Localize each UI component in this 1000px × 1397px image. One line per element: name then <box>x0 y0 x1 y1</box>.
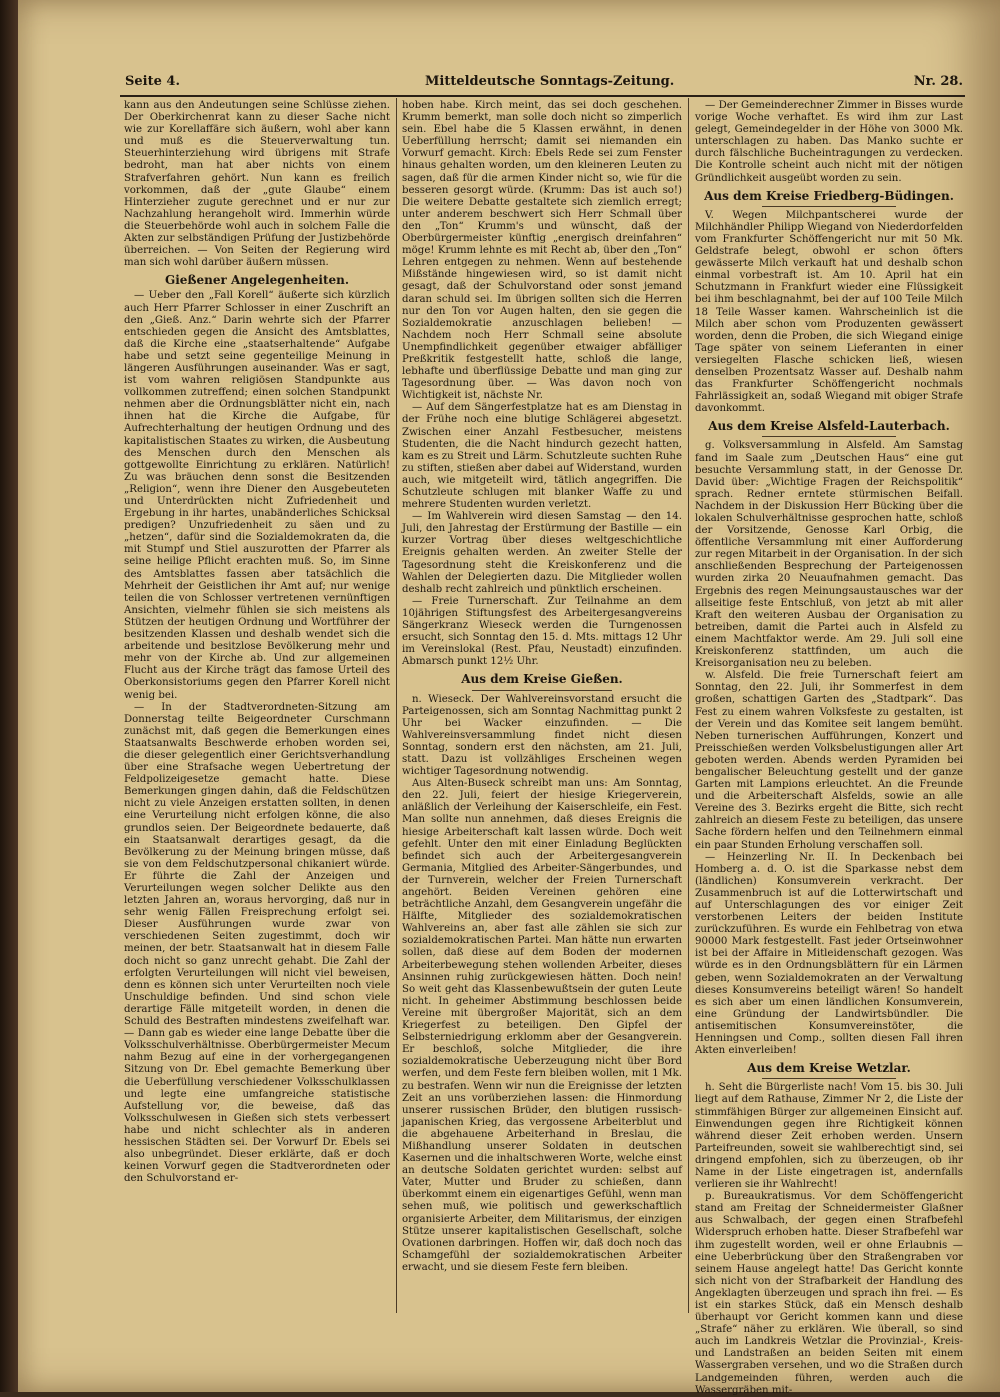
article-paragraph: hoben habe. Kirch meint, das sei doch geschehen. Krumm bemerkt, man solle doch nicht so zimperlich sein. Ebel habe die 5 Klassen erwähnt, in denen Ueberfüllung herrscht; damit sei niemanden ein Vorwurf gemacht. Kirch: Ebels Rede sei zum Fenster hinaus gehalten worden, um den kleineren Leuten zu sagen, daß für die armen Kinder nicht so, wie für die besseren gesorgt würde. (Krumm: Das ist auch so!) Die weitere Debatte gestaltete sich ziemlich erregt; unter anderem beschwert sich Herr Schmall über den „Ton“ Krumm's und wünscht, daß der Oberbürgermeister künftig „energisch dreinfahren“ möge! Krumm lehnte es mit Recht ab, über den „Ton“ Lehren entgegen zu nehmen. Wenn auf bestehende Mißstände hingewiesen wird, so ist damit nicht gesagt, daß der Schulvorstand oder sonst jemand daran schuld sei. Im übrigen sollten sich die Herren nur den Ton vor Augen halten, den sie gegen die Sozialdemokratie anzuschlagen belieben! — Nachdem noch Herr Schmall seine absolute Unempfindlichkeit gegenüber etwaiger abfälliger Preßkritik festgestellt hatte, schloß die lange, lebhafte und überflüssige Debatte und man ging zur Tagesordnung über. — Was davon noch von Wichtigkeit ist, nächste Nr. <box>402 100 682 402</box>
article-paragraph: — Ueber den „Fall Korell“ äußerte sich kürzlich auch Herr Pfarrer Schlosser in einer Zuschrift an den „Gieß. Anz.“ Darin wehrte sich der Pfarrer entschieden gegen die Ansicht des Amtsblattes, daß die Kirche eine „staatserhaltende“ Aufgabe habe und setzt seine gegenteilige Meinung in längeren Ausführungen auseinander. Was er sagt, ist vom wahren religiösen Standpunkte aus vollkommen zutreffend; einen solchen Standpunkt nehmen aber die Ordnungsblätter nicht ein, nach ihnen hat die Kirche die Aufgabe, für Aufrechterhaltung der heutigen Ordnung und des kapitalistischen Staates zu wirken, die Ausbeutung des Menschen durch den Menschen als gottgewollte Einrichtung zu erklären. Natürlich! Zu was bräuchen denn sonst die Besitzenden „Religion“, wenn ihre Diener den Ausgebeuteten und Unterdrückten nicht Zufriedenheit und Ergebung in ihr hartes, unabänderliches Schicksal predigen? Unzufriedenheit zu säen und zu „hetzen“, dafür sind die Sozialdemokraten da, die mit Stumpf und Stiel auszurotten der Pfarrer als seine heilige Pflicht erachten muß. So, im Sinne des Amtsblattes fassen aber tatsächlich die Mehrheit der Geistlichen ihr Amt auf; nur wenige teilen die von Schlosser vertretenen vernünftigen Ansichten, vielmehr fühlen sie sich meistens als Stützen der heutigen Ordnung und Wortführer der besitzenden Klassen und deshalb wendet sich die arbeitende und besitzlose Bevölkerung mehr und mehr von der Kirche ab. Und zur allgemeinen Flucht aus der Kirche trägt das famose Urteil des Oberkonsistoriums gegen den Pfarrer Korell nicht wenig bei. <box>124 290 390 701</box>
column-2 <box>402 100 682 1310</box>
section-title: Aus dem Kreise Friedberg-Büdingen. <box>704 188 954 203</box>
column-divider-2 <box>688 98 689 1313</box>
article-paragraph: — Der Gemeinderechner Zimmer in Bisses wurde vorige Woche verhaftet. Es wird ihm zur Last gelegt, Gemeindegelder in der Höhe von 3000 Mk. unterschlagen zu haben. Das Manko suchte er durch fälschliche Bucheintragungen zu verdecken. Die Kontrolle scheint auch nicht mit der nötigen Gründlichkeit ausgeübt worden zu sein. <box>695 100 963 184</box>
section-title: Aus dem Kreise Gießen. <box>461 672 623 687</box>
article-paragraph: w. Alsfeld. Die freie Turnerschaft feiert am Sonntag, den 22. Juli, ihr Sommerfest in dem großen, schattigen Garten des „Stadtpark“. Das Fest zu einem wahren Volksfeste zu gestalten, ist der Verein und das Komitee seit langem bemüht. Neben turnerischen Aufführungen, Konzert und Preisschießen werden Volksbelustigungen aller Art geboten werden. Abends werden Pyramiden bei bengalischer Beleuchtung gestellt und der ganze Garten mit Lampions erleuchtet. An die Freunde und die Arbeiterschaft Alsfelds, sowie an alle Vereine des 3. Bezirks ergeht die Bitte, sich recht zahlreich an diesem Feste zu beteiligen, das unsere Sache fördern helfen und den Teilnehmern einmal ein paar Stunden Erholung verschaffen soll. <box>695 670 963 851</box>
article-paragraph: Aus Alten-Buseck schreibt man uns: Am Sonntag, den 22. Juli, feiert der hiesige Kriegerverein, anläßlich der Verleihung der Kaiserschleife, ein Fest. Man sollte nun annehmen, daß dieses Ereignis die hiesige Arbeiterschaft kalt lassen würde. Doch weit gefehlt. Unter den mit einer Einladung Beglückten befindet sich auch der Arbeitergesangverein Germania, Mitglied des Arbeiter-Sängerbundes, und der Turnverein, welcher der Freien Turnerschaft angehört. Beiden Vereinen gehören eine beträchtliche Anzahl, dem Gesangverein ungefähr die Hälfte, Mitglieder des sozialdemokratischen Wahlvereins an, aber fast alle zählen sie sich zur sozialdemokratischen Partei. Man hätte nun erwarten sollen, daß diese auf dem Boden der modernen Arbeiterbewegung stehen wollenden Arbeiter, dieses Ansinnen ruhig zurückgewiesen hätten. Doch nein! So weit geht das Klassenbewußtsein der guten Leute nicht. In geheimer Abstimmung beschlossen beide Vereine mit übergroßer Majorität, sich an dem Kriegerfest zu beteiligen. Den Gipfel der Selbsterniedrigung erklomm aber der Gesangverein. Er beschloß, solche Mitglieder, die ihre sozialdemokratische Ueberzeugung nicht über Bord werfen, und dem Feste fern bleiben wollen, mit 1 Mk. zu bestrafen. Wenn wir nun die Ereignisse der letzten Zeit an uns vorüberziehen lassen: die Hinmordung unserer russischen Brüder, den blutigen russisch-japanischen Krieg, das vergossene Arbeiterblut und die abgehauene Arbeiterhand in Breslau, die Mißhandlung unserer Soldaten in deutschen Kasernen und die inhaltschweren Worte, welche einst an deutsche Soldaten gerichtet wurden: selbst auf Vater, Mutter und Bruder zu schießen, dann überkommt einem ein eigenartiges Gefühl, wenn man sehen muß, wie politisch und gewerkschaftlich organisierte Arbeiter, dem Militarismus, der einzigen Stütze unserer kapitalistischen Gesellschaft, solche Ovationen darbringen. Hoffen wir, daß doch noch das Schamgefühl der sozialdemokratischen Arbeiter erwacht, und sie diesem Feste fern bleiben. <box>402 778 682 1273</box>
section-title: Gießener Angelegenheiten. <box>164 273 350 288</box>
section-rule <box>472 690 612 691</box>
section-rule <box>762 436 896 437</box>
section-title: Aus dem Kreise Wetzlar. <box>747 1061 911 1076</box>
article-paragraph: h. Seht die Bürgerliste nach! Vom 15. bis 30. Juli liegt auf dem Rathause, Zimmer Nr 2, die Liste der stimmfähigen Bürger zur allgemeinen Einsicht auf. Einwendungen gegen ihre Richtigkeit können während dieser Zeit erhoben werden. Unsern Parteifreunden, soweit sie wahlberechtigt sind, sei dringend empfohlen, sich zu überzeugen, ob ihr Name in der Liste eingetragen ist, andernfalls verlieren sie ihr Wahlrecht! <box>695 1082 963 1191</box>
column-1 <box>124 100 390 1310</box>
article-paragraph: — In der Stadtverordneten-Sitzung am Donnerstag teilte Beigeordneter Curschmann zunächst mit, daß gegen die Bemerkungen eines Staatsanwalts Beschwerde erhoben worden sei, die dieser gelegentlich einer Gerichtsverhandlung über eine Strafsache wegen Uebertretung der Feldpolizeigesetze gemacht hatte. Diese Bemerkungen gingen dahin, daß die Feldschützen nicht zu viele Anzeigen erstatten sollten, in denen eine Verurteilung nicht erfolgen könne, die also grundlos seien. Der Beigeordnete bedauerte, daß ein Staatsanwalt derartiges gesagt, da die Bevölkerung zu der Meinung bringen müsse, daß sie von dem Feldschutzpersonal chikaniert würde. Er führte die Zahl der Anzeigen und Verurteilungen wegen solcher Delikte aus den letzten Jahren an, woraus hervorging, daß nur in sehr wenig Fällen Freisprechung erfolgt sei. Dieser Ausführungen wurde zwar von verschiedenen Seiten zugestimmt, doch wir meinen, der betr. Staatsanwalt hat in diesem Falle doch nicht so ganz unrecht gehabt. Die Zahl der erfolgten Verurteilungen will nicht viel beweisen, denn es können sich unter Verurteilten noch viele Unschuldige befinden. Und sind schon viele derartige Fälle mitgeteilt worden, in denen die Schuld des Bestraften mindestens zweifelhaft war. — Dann gab es wieder eine lange Debatte über die Volksschulverhältnisse. Oberbürgermeister Mecum nahm Bezug auf eine in der vorhergegangenen Sitzung von Dr. Ebel gemachte Bemerkung über die Ueberfüllung verschiedener Volksschulklassen und legte eine umfangreiche statistische Aufstellung vor, die beweise, daß das Volksschulwesen in Gießen sich stets verbessert habe und nicht schlechter als in anderen hessischen Städten sei. Der Vorwurf Dr. Ebels sei also unbegründet. Dieser erklärte, daß er doch keinen Vorwurf gegen die Stadtverordneten oder den Schulvorstand er- <box>124 701 390 1185</box>
article-paragraph: V. Wegen Milchpantscherei wurde der Milchhändler Philipp Wiegand von Niederdorfelden vom Frankfurter Schöffengericht nur mit 50 Mk. Geldstrafe belegt, obwohl er schon öfters gewässerte Milch verkauft hat und deshalb schon einmal vorbestraft ist. Am 10. April hat ein Schutzmann in Frankfurt wieder eine Flüssigkeit bei ihm beschlagnahmt, bei der auf 100 Teile Milch 18 Teile Wasser kamen. Wahrscheinlich ist die Milch aber schon vom Produzenten gewässert worden, denn die Proben, die sich Wiegand einige Tage später von seinem Lieferanten in einer versiegelten Flasche schicken ließ, wiesen denselben Prozentsatz Wasser auf. Deshalb nahm das Frankfurter Schöffengericht nochmals Fahrlässigkeit an, sodaß Wiegand mit obiger Strafe davonkommt. <box>695 209 963 415</box>
article-paragraph: g. Volksversammlung in Alsfeld. Am Samstag fand im Saale zum „Deutschen Haus“ eine gut besuchte Versammlung statt, in der Genosse Dr. David über: „Wichtige Fragen der Reichspolitik“ sprach. Redner erntete stürmischen Beifall. Nachdem in der Diskussion Herr Bücking über die lokalen Schulverhältnisse gesprochen hatte, schloß der Vorsitzende, Genosse Karl Orbig, die öffentliche Versammlung mit einer Aufforderung zur regen Mitarbeit in der Organisation. In der sich anschließenden Besprechung der Parteigenossen wurden zirka 20 Neuaufnahmen gemacht. Das Ergebnis des regen Meinungsaustausches war der allseitige feste Entschluß, von jetzt ab mit aller Kraft den weiteren Ausbau der Organisation zu betreiben, damit die Partei auch in Alsfeld zu einem Machtfaktor werde. Am 29. Juli soll eine Kreiskonferenz stattfinden, um auch die Kreisorganisation neu zu beleben. <box>695 440 963 670</box>
column-divider-1 <box>396 98 397 1313</box>
article-paragraph: p. Bureaukratismus. Vor dem Schöffengericht stand am Freitag der Schneidermeister Glaßner aus Schwalbach, der gegen einen Strafbefehl Widerspruch erhoben hatte. Dieser Strafbefehl war ihm zugestellt worden, weil er ohne Erlaubnis — eine Ueberbrückung über den Straßengraben vor seinem Hause angelegt hatte! Das Gericht konnte sich nicht von der Strafbarkeit der Handlung des Angeklagten überzeugen und sprach ihn frei. — Es ist ein starkes Stück, daß ein Mensch deshalb überhaupt vor Gericht kommen kann und diese „Strafe“ näher zu erklären. Wie überall, so sind auch im Landkreis Wetzlar die Provinzial-, Kreis- und Landstraßen an beiden Seiten mit einem Wassergraben versehen, und wo die Straßen durch Landgemeinden führen, werden auch die Wassergräben mit- <box>695 1191 963 1396</box>
section-title: Aus dem Kreise Alsfeld-Lauterbach. <box>708 419 950 434</box>
section-rule <box>762 1078 896 1079</box>
column-3 <box>695 100 963 1396</box>
article-paragraph: — Heinzerling Nr. II. In Deckenbach bei Homberg a. d. O. ist die Sparkasse nebst dem (ländlichen) Konsumverein verkracht. Der Zusammenbruch ist auf die Lotterwirtschaft und auf Unterschlagungen des vor einiger Zeit verstorbenen Leiters der beiden Institute zurückzuführen. Es wurde ein Fehlbetrag von etwa 90000 Mark festgestellt. Fast jeder Ortseinwohner ist bei der Affaire in Mitleidenschaft gezogen. Was würde es in den Ordnungsblättern für ein Lärmen geben, wenn Sozialdemokraten an der Verwaltung dieses Konsumvereins beteiligt wären! So handelt es sich aber um einen ländlichen Konsumverein, eine Gründung der Landwirtsbündler. Die antisemitischen Konsumvereinstöter, die Henningsen und Comp., sollten diesen Fall ihren Akten einverleiben! <box>695 851 963 1057</box>
page-number-label: Seite 4. <box>125 74 180 89</box>
newspaper-title: Mitteldeutsche Sonntags-Zeitung. <box>425 74 675 89</box>
page-header <box>125 74 963 94</box>
article-paragraph: — Freie Turnerschaft. Zur Teilnahme an dem 10jährigen Stiftungsfest des Arbeitergesangvereins Sängerkranz Wieseck werden die Turngenossen ersucht, sich Sonntag den 15. d. Mts. mittags 12 Uhr im Vereinslokal (Rest. Pfau, Neustadt) einzufinden. Abmarsch punkt 12½ Uhr. <box>402 595 682 668</box>
article-paragraph: n. Wieseck. Der Wahlvereinsvorstand ersucht die Parteigenossen, sich am Sonntag Nachmittag punkt 2 Uhr bei Wacker einzufinden. — Die Wahlvereinsversammlung findet nicht diesen Sonntag, sondern erst den nächsten, am 21. Juli, statt. Dazu ist vollzähliges Erscheinen wegen wichtiger Tagesordnung notwendig. <box>402 693 682 778</box>
section-rule <box>762 206 896 207</box>
header-rule <box>120 95 965 97</box>
article-paragraph: — Im Wahlverein wird diesen Samstag — den 14. Juli, den Jahrestag der Erstürmung der Bastille — ein kurzer Vortrag über dieses weltgeschichtliche Ereignis gehalten werden. An zweiter Stelle der Tagesordnung steht die Kreiskonferenz und die Wahlen der Delegierten dazu. Die Mitglieder wollen deshalb recht zahlreich und pünktlich erscheinen. <box>402 511 682 595</box>
issue-number: Nr. 28. <box>913 74 963 89</box>
book-binding <box>0 0 18 1392</box>
article-paragraph: kann aus den Andeutungen seine Schlüsse ziehen. Der Oberkirchenrat kann zu dieser Sache nicht wie zur Korellaffäre sich äußern, wohl aber kann und muß es die Steuerverwaltung tun. Steuerhinterziehung wird übrigens mit Strafe bedroht, man hat aber nichts von einem Strafverfahren gehört. Nun kann es freilich vorkommen, daß der „gute Glaube“ einem Hinterzieher zugute gerechnet und er nur zur Nachzahlung herangeholt wird. Immerhin würde die Steuerbehörde wohl auch in solchem Falle die Akten zur selbständigen Prüfung der Justizbehörde überreichen. — Von Seiten der Regierung wird man sich wohl darüber äußern müssen. <box>124 100 390 269</box>
article-paragraph: — Auf dem Sängerfestplatze hat es am Dienstag in der Frühe noch eine blutige Schlägerei abgesetzt. Zwischen einer Anzahl Festbesucher, meistens Studenten, die die Nacht hindurch gezecht hatten, kam es zu Streit und Lärm. Schutzleute suchten Ruhe zu stiften, stießen aber dabei auf Widerstand, wurden auch, wie mitgeteilt wird, tätlich angegriffen. Die Schutzleute schlugen mit blanker Waffe zu und mehrere Studenten wurden verletzt. <box>402 402 682 511</box>
